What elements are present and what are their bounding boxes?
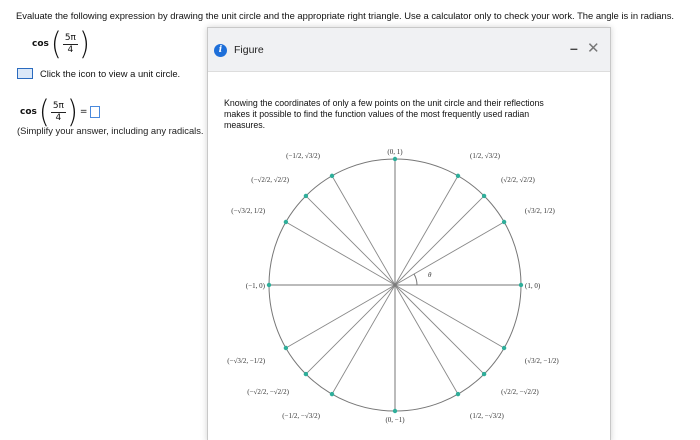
question-expression bbox=[32, 25, 90, 62]
fraction-denominator: 4 bbox=[55, 112, 62, 123]
coordinate-label: (√2/2, √2/2) bbox=[501, 175, 535, 184]
minimize-button[interactable]: – bbox=[570, 40, 578, 56]
unit-circle-point bbox=[482, 372, 486, 376]
coordinate-label: (−√3/2, 1/2) bbox=[231, 207, 266, 215]
unit-circle-point bbox=[393, 157, 397, 161]
fraction-denominator: 4 bbox=[67, 44, 74, 55]
unit-circle-point bbox=[330, 174, 334, 178]
angle-fraction bbox=[63, 33, 78, 56]
coordinate-label: (1/2, √3/2) bbox=[470, 152, 500, 161]
equals-sign: = bbox=[79, 107, 88, 117]
coordinate-label: (−1, 0) bbox=[245, 282, 265, 290]
coordinate-label: (1/2, −√3/2) bbox=[470, 411, 504, 420]
unit-circle-point bbox=[393, 409, 397, 413]
radius-line bbox=[306, 196, 395, 285]
answer-hint: (Simplify your answer, including any radicals. bbox=[17, 125, 204, 136]
radius-line bbox=[395, 176, 458, 285]
fraction-numerator: 5π bbox=[52, 100, 64, 111]
radius-line bbox=[286, 285, 395, 348]
unit-circle-point bbox=[330, 392, 334, 396]
info-icon: i bbox=[214, 44, 227, 57]
theta-arc bbox=[414, 274, 417, 285]
figure-description: Knowing the coordinates of only a few points on the unit circle and their reflections makes it possible to find the function values of the most frequently used radian measures. bbox=[224, 98, 544, 130]
coordinate-label: (0, 1) bbox=[387, 148, 403, 156]
coordinate-label: (−1/2, −√3/2) bbox=[282, 411, 320, 420]
radius-line bbox=[332, 176, 395, 285]
coordinate-label: (1, 0) bbox=[525, 282, 541, 290]
unit-circle-point bbox=[456, 174, 460, 178]
coordinate-label: (−√2/2, −√2/2) bbox=[247, 388, 289, 397]
fraction-numerator: 5π bbox=[64, 32, 76, 43]
right-paren: ) bbox=[78, 25, 90, 62]
theta-label: θ bbox=[428, 271, 432, 279]
unit-circle-diagram bbox=[208, 143, 610, 440]
unit-circle-point bbox=[502, 220, 506, 224]
right-paren: ) bbox=[66, 93, 78, 130]
cos-label: cos bbox=[20, 107, 37, 117]
left-paren: ( bbox=[38, 93, 50, 130]
unit-circle-point bbox=[304, 372, 308, 376]
coordinate-label: (0, −1) bbox=[385, 416, 405, 424]
radius-line bbox=[395, 285, 484, 374]
radius-line bbox=[286, 222, 395, 285]
coordinate-label: (−√3/2, −1/2) bbox=[227, 357, 266, 365]
radius-line bbox=[395, 285, 504, 348]
coordinate-label: (−1/2, √3/2) bbox=[286, 152, 320, 161]
answer-input[interactable] bbox=[90, 106, 100, 118]
radius-line bbox=[395, 196, 484, 285]
coordinate-label: (√3/2, 1/2) bbox=[524, 207, 555, 215]
radius-line bbox=[332, 285, 395, 394]
coordinate-label: (−√2/2, √2/2) bbox=[251, 175, 289, 184]
figure-dialog bbox=[207, 27, 611, 440]
unit-circle-point bbox=[267, 283, 271, 287]
answer-expression bbox=[20, 93, 100, 130]
instructions-text: Evaluate the following expression by drawing the unit circle and the appropriate right triangle. Use a calculator only to check your work. The angle is in radians. bbox=[16, 10, 674, 21]
coordinate-label: (√2/2, −√2/2) bbox=[501, 388, 539, 397]
close-button[interactable]: ✕ bbox=[587, 40, 600, 57]
dialog-title: Figure bbox=[234, 44, 264, 56]
angle-fraction bbox=[51, 101, 66, 124]
unit-circle-link-label: Click the icon to view a unit circle. bbox=[40, 68, 181, 79]
unit-circle-point bbox=[519, 283, 523, 287]
unit-circle-point bbox=[482, 194, 486, 198]
cos-label: cos bbox=[32, 39, 49, 49]
unit-circle-point bbox=[284, 220, 288, 224]
unit-circle-link[interactable] bbox=[17, 68, 180, 79]
unit-circle-point bbox=[502, 346, 506, 350]
radius-line bbox=[306, 285, 395, 374]
radius-line bbox=[395, 285, 458, 394]
left-paren: ( bbox=[50, 25, 62, 62]
radius-line bbox=[395, 222, 504, 285]
unit-circle-icon[interactable] bbox=[17, 68, 33, 79]
coordinate-label: (√3/2, −1/2) bbox=[524, 357, 559, 365]
unit-circle-point bbox=[284, 346, 288, 350]
dialog-titlebar bbox=[208, 28, 610, 72]
unit-circle-point bbox=[456, 392, 460, 396]
unit-circle-point bbox=[304, 194, 308, 198]
